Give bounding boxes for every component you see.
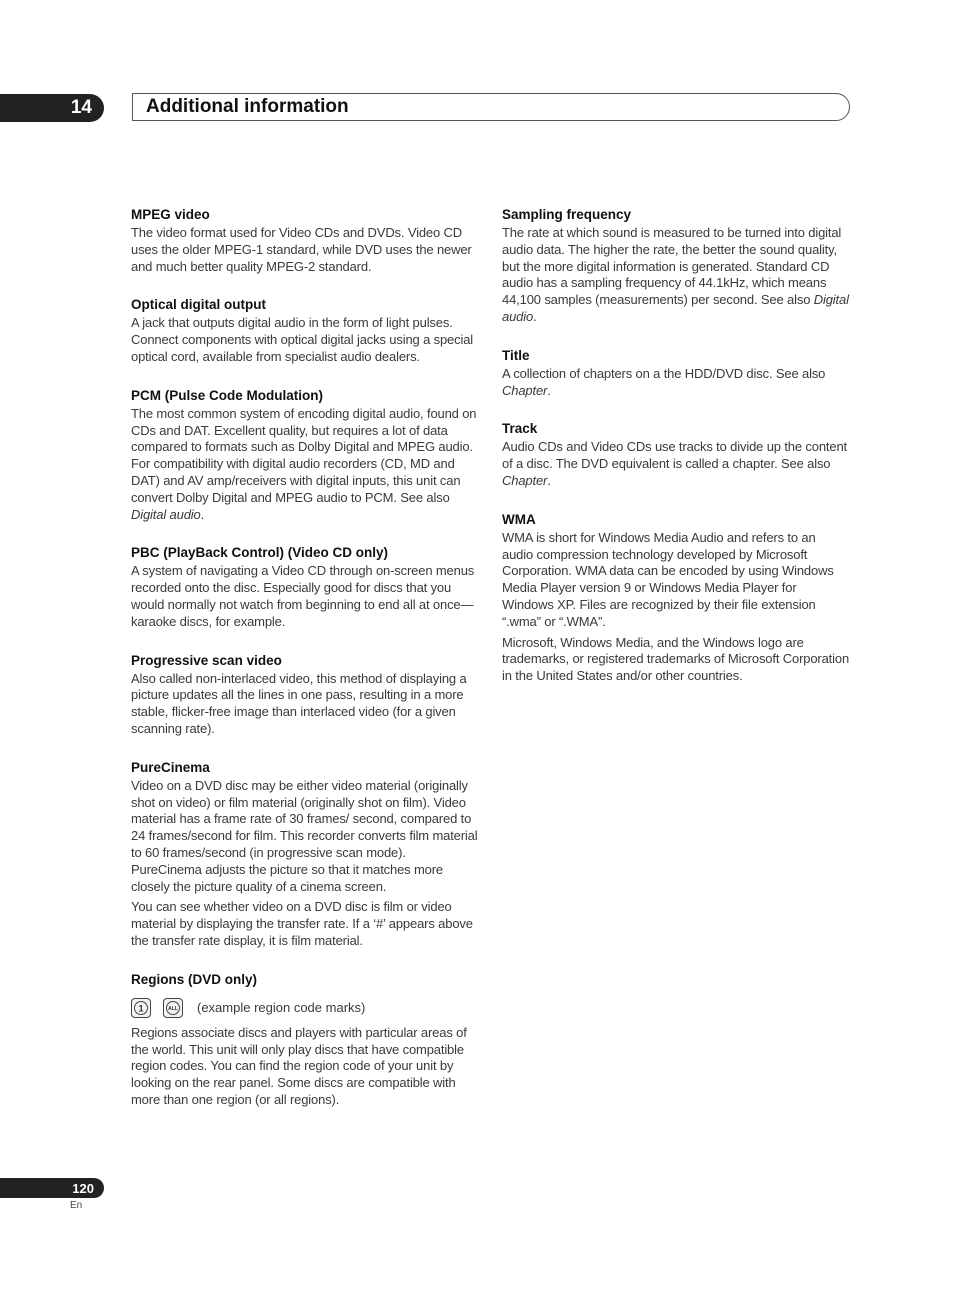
definition-text: Video on a DVD disc may be either video material (originally shot on video) or film material (originally shot on film). Video material has a frame rate of 30 frames/ second, compared to 24 frames/second for film. This recorder converts film material to 60 frames/second (in progressive scan mode). PureCinema adjusts the picture so that it matches more closely the picture quality of a cinema screen. xyxy=(131,777,478,894)
glossary-entry-progressive-scan-video xyxy=(131,651,479,738)
section-title: Additional information xyxy=(146,96,349,117)
glossary-entry-pbc-playback-control-video-cd-only xyxy=(131,543,479,630)
chapter-number-tab xyxy=(0,94,104,122)
glossary-right-column xyxy=(502,205,850,705)
definition-text: A system of navigating a Video CD through on-screen menus recorded onto the disc. Especially good for discs that you would normally not watch from beginning to end all at once—karaoke discs, for example. xyxy=(131,563,475,629)
glossary-term: Sampling frequency xyxy=(502,207,632,222)
definition-text: . xyxy=(200,506,205,522)
cross-reference: Chapter xyxy=(502,472,548,488)
glossary-term: Track xyxy=(502,421,538,437)
section-header xyxy=(132,93,850,121)
page-number: 120 xyxy=(72,1180,94,1196)
language-code: En xyxy=(70,1200,83,1211)
cross-reference: Digital audio xyxy=(502,292,849,324)
glossary-definition xyxy=(502,635,850,685)
glossary-entry-mpeg-video xyxy=(131,205,479,275)
glossary-term: Title xyxy=(502,347,530,363)
glossary-definition xyxy=(502,439,850,489)
definition-text: The video format used for Video CDs and DVDs. Video CD uses the older MPEG-1 standard, while DVD uses the newer and much better quality MPEG-2 standard. xyxy=(131,225,472,274)
definition-text: A collection of chapters on a the HDD/DVD disc. See also xyxy=(502,365,826,381)
glossary-definition xyxy=(131,671,479,738)
glossary-entry-regions-dvd-only xyxy=(131,970,479,1109)
chapter-number: 14 xyxy=(70,97,92,118)
glossary-left-column xyxy=(131,205,479,1129)
definition-text: Also called non-interlaced video, this method of displaying a picture updates all the lines in one pass, resulting in a more stable, flicker-free image than interlaced video (for a given scanning rate). xyxy=(131,670,467,736)
glossary-term: Optical digital output xyxy=(131,297,266,313)
glossary-term: Progressive scan video xyxy=(131,652,282,668)
glossary-definition xyxy=(131,563,479,630)
region-1-icon xyxy=(131,998,151,1018)
glossary-definition xyxy=(131,225,479,275)
glossary-definition xyxy=(502,366,850,400)
glossary-definition xyxy=(131,899,479,949)
glossary-definition xyxy=(502,530,850,631)
glossary-term: WMA xyxy=(502,511,536,527)
glossary-definition xyxy=(502,225,850,326)
glossary-definition xyxy=(131,315,479,365)
glossary-term: MPEG video xyxy=(131,207,210,222)
glossary-entry-optical-digital-output xyxy=(131,295,479,365)
glossary-entry-pcm-pulse-code-modulation xyxy=(131,386,479,524)
cross-reference: Digital audio xyxy=(131,506,201,522)
cross-reference: Chapter xyxy=(502,382,548,398)
glossary-definition xyxy=(131,778,479,896)
definition-text: You can see whether video on a DVD disc is film or video material by displaying the transfer rate. If a ‘#’ appears above the transfer rate display, it is film material. xyxy=(131,899,473,948)
definition-text: Regions associate discs and players with particular areas of the world. This unit will only play discs that have compatible region codes. You can find the region code of your unit by looking on the rear panel. Some discs are compatible with more than one region (or all regions). xyxy=(131,1024,467,1107)
glossary-definition xyxy=(131,1025,479,1109)
glossary-term: PBC (PlayBack Control) (Video CD only) xyxy=(131,545,389,561)
glossary-term: PureCinema xyxy=(131,759,210,775)
glossary-term: Regions (DVD only) xyxy=(131,971,258,987)
definition-text: WMA is short for Windows Media Audio and refers to an audio compression technology developed by Microsoft Corporation. WMA data can be encoded by using Windows Media Player version 9 or Windows Media Player for Windows XP. Files are recognized by their file extension “.wma” or “.WMA”. xyxy=(502,529,834,629)
glossary-term: PCM (Pulse Code Modulation) xyxy=(131,387,323,403)
definition-text: The most common system of encoding digital audio, found on CDs and DAT. Excellent quality, but requires a lot of data compared to formats such as Dolby Digital and MPEG audio. For compatibility with digital audio recorders (CD, MD and DAT) and AV amp/receivers with digital inputs, this unit can convert Dolby Digital and MPEG audio to PCM. See also xyxy=(131,405,477,505)
glossary-entry-track xyxy=(502,419,850,489)
glossary-entry-sampling-frequency xyxy=(502,205,850,326)
definition-text: . xyxy=(533,308,537,324)
region-code-marks xyxy=(131,995,479,1021)
definition-text: . xyxy=(547,472,551,488)
glossary-entry-title xyxy=(502,346,850,400)
definition-text: Microsoft, Windows Media, and the Windows logo are trademarks, or registered trademarks of Microsoft Corporation in the United States and/or other countries. xyxy=(502,634,850,684)
definition-text: A jack that outputs digital audio in the form of light pulses. Connect components with optical digital jacks using a special optical cord, available from specialist audio dealers. xyxy=(131,315,474,364)
page-number-tab xyxy=(0,1178,104,1198)
region-caption: (example region code marks) xyxy=(197,1000,366,1016)
glossary-definition xyxy=(131,406,479,524)
svg-text:1: 1 xyxy=(138,1003,144,1014)
glossary-entry-purecinema xyxy=(131,758,479,950)
definition-text: . xyxy=(547,382,551,398)
svg-text:ALL: ALL xyxy=(168,1005,178,1012)
definition-text: Audio CDs and Video CDs use tracks to divide up the content of a disc. The DVD equivalent is called a chapter. See also xyxy=(502,439,848,472)
glossary-entry-wma xyxy=(502,510,850,685)
region-all-icon xyxy=(163,998,183,1018)
definition-text: The rate at which sound is measured to be turned into digital audio data. The higher the rate, the better the sound quality, but the more digital information is generated. Standard CD audio has a sampling frequency of 44.1kHz, which means 44,100 samples (measurements) per second. See also xyxy=(502,225,842,308)
